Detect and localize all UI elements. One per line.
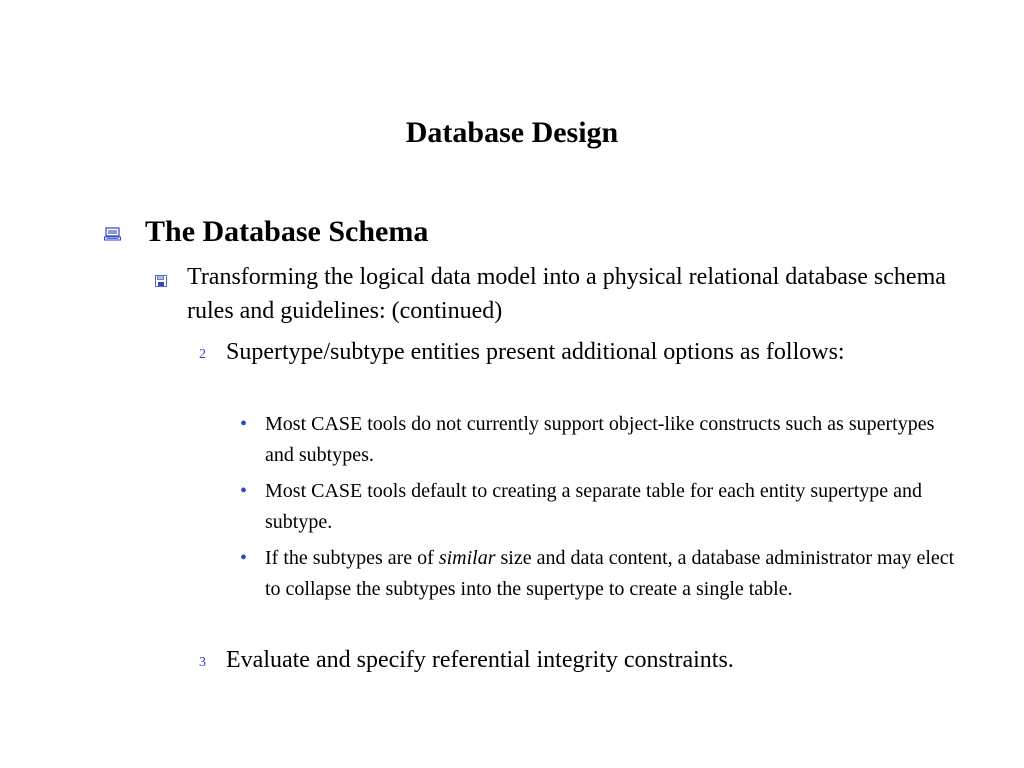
- bullet-level4-item: [240, 409, 970, 471]
- bullet-level4-text: Most CASE tools do not currently support object-like constructs such as supertypes and subtypes.: [265, 413, 935, 466]
- bullet-level4-item: [240, 476, 970, 538]
- bullet-level2: [155, 260, 975, 328]
- bullet-level4-text: Most CASE tools default to creating a separate table for each entity supertype and subtype.: [265, 480, 923, 533]
- bullet-level2-text: Transforming the logical data model into a physical relational database schema rules and guidelines: (continued): [187, 264, 946, 324]
- bullet-dot: •: [240, 547, 248, 569]
- number-marker: 3: [199, 655, 206, 670]
- emphasis-text: similar: [438, 547, 496, 569]
- disk-icon: [155, 274, 167, 286]
- computer-icon: [104, 227, 122, 241]
- bullet-level1: [104, 213, 984, 251]
- bullet-dot: •: [240, 480, 248, 502]
- bullet-level4-text: [265, 543, 965, 605]
- bullet-level3-item: [199, 337, 979, 367]
- bullet-level1-text: The Database Schema: [145, 215, 429, 248]
- text-segment: size and data content, a database administrator may elect to collapse the subtypes into the supertype to create a single table.: [265, 547, 955, 600]
- text-segment: If the subtypes are of: [265, 547, 439, 569]
- slide-title: Database Design: [405, 116, 619, 149]
- number-marker: 2: [199, 347, 206, 362]
- bullet-level3-text: Evaluate and specify referential integrity constraints.: [226, 647, 734, 673]
- bullet-level3-item: [199, 645, 979, 675]
- bullet-level3-text: Supertype/subtype entities present additional options as follows:: [226, 339, 845, 365]
- bullet-level4-item: [240, 543, 970, 605]
- bullet-dot: •: [240, 413, 248, 435]
